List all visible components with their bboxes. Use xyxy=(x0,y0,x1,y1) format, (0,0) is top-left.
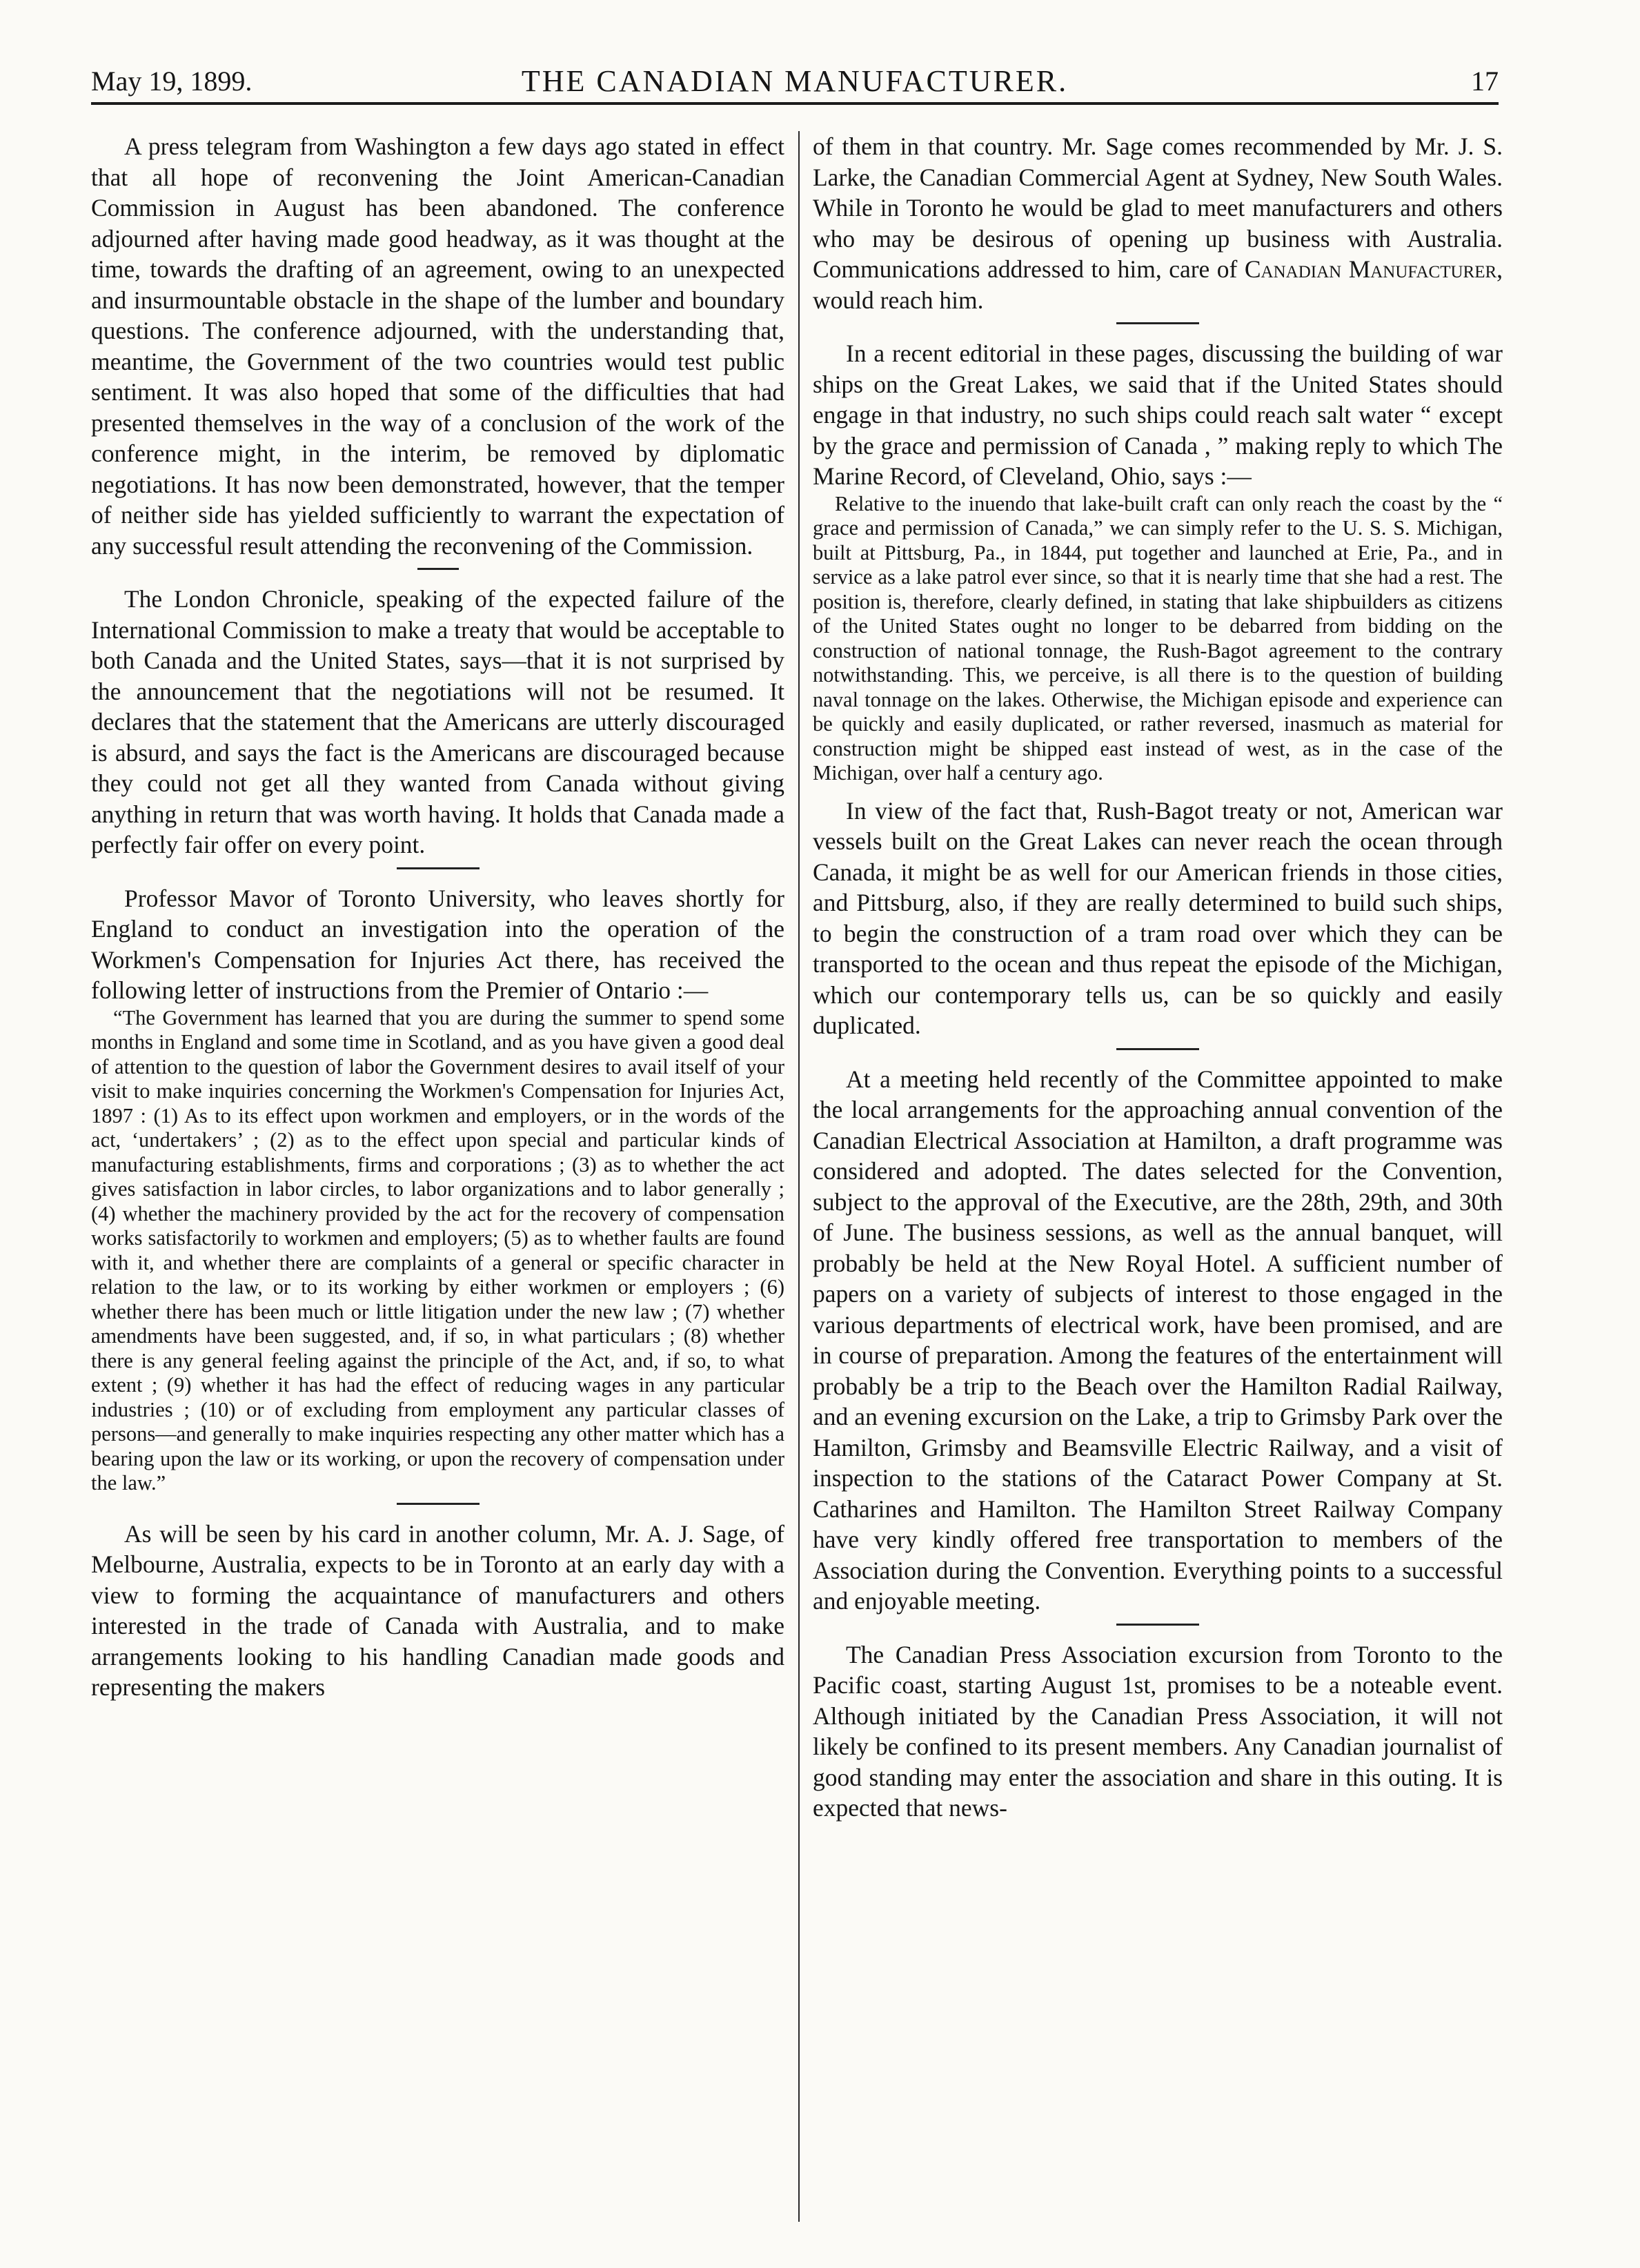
sage-text-start: of them in that country. Mr. Sage comes recommended by Mr. J. S. Larke, the Canadian Commercial Agent at Sydney, New South Wales. While in Toronto he would be glad to meet manufacturers and others who may be desirous of opening up business with Australia. Communications addressed to him, care of xyxy=(813,132,1503,283)
article-mr-sage-continued xyxy=(813,131,1503,315)
section-divider xyxy=(417,568,459,570)
article-mr-sage: As will be seen by his card in another column, Mr. A. J. Sage, of Melbourne, Australia, expects to be in Toronto at an early day with a view to forming the acquaintance of manufacturers and others interested in the trade of Canada with Australia, and to make arrangements looking to his handling Canadian made goods and representing the makers xyxy=(91,1519,784,1701)
page-number: 17 xyxy=(1471,66,1499,97)
article-war-ships: In a recent editorial in these pages, discussing the building of war ships on the Great Lakes, we said that if the United States should engage in that industry, no such ships could reach salt water “ except by the grace and permission of Canada , ” making reply to which The Marine Record, of Cleveland, Ohio, says :— xyxy=(813,339,1503,490)
left-column xyxy=(91,131,784,2242)
column-divider xyxy=(798,131,800,2222)
quote-text: “The Government has learned that you are during the summer to spend some months in England and some time in Scotland, and as you have given a good deal of attention to the question of labor the Government desires to avail itself of your visit to make inquiries concerning the Workmen's Compensation for Injuries Act, 1897 : (1) As to its effect upon workmen and employers, or in the words of the act, ‘undertakers’ ; (2) as to the effect upon special and particular kinds of manufacturing establishments, firms and corporations ; (3) as to whether the act gives satisfaction in labor circles, to labor organizations and to labor generally ; (4) whether the machinery provided by the act for the recovery of compensation works satisfactorily to workmen and employers; (5) as to whether faults are found with it, and whether there are complaints of a general or specific character in relation to the law, or to its working by either workmen or employers ; (6) whether there has been much or little litigation under the new law ; (7) whether amendments have been suggested, and, if so, in what particulars ; (8) whether there is any general feeling against the principle of the Act, and, if so, to what extent ; (9) whether it has had the effect of reducing wages in any particular industries ; (10) or of excluding from employment any particular classes of persons—and generally to make inquiries respecting any other matter which has a bearing upon the law or its working, or upon the recovery of compensation under the law.” xyxy=(91,1005,784,1495)
issue-date: May 19, 1899. xyxy=(91,66,253,97)
section-divider xyxy=(1116,1624,1199,1626)
article-rush-bagot: In view of the fact that, Rush-Bagot treaty or not, American war vessels built on the Great Lakes can never reach the ocean through Canada, it might be as well for our American friends in those cities, and Pittsburg, also, if they are really determined to build such ships, to begin the construction of a tram road over which they can be transported to the ocean and thus repeat the episode of the Michigan, which our contemporary tells us, can be so quickly and easily duplicated. xyxy=(813,796,1503,1039)
article-press-association: The Canadian Press Association excursion from Toronto to the Pacific coast, starting August 1st, promises to be a noteable event. Although initiated by the Canadian Press Association, it will not likely be confined to its present members. Any Canadian journalist of good standing may enter the association and share in this outing. It is expected that news- xyxy=(813,1640,1503,1822)
section-divider xyxy=(397,867,480,869)
section-divider xyxy=(1116,322,1199,324)
article-electrical-association: At a meeting held recently of the Committee appointed to make the local arrangements for the approaching annual convention of the Canadian Electrical Association at Hamilton, a draft programme was considered and adopted. The dates selected for the Convention, subject to the approval of the Executive, are the 28th, 29th, and 30th of June. The business sessions, as well as the annual banquet, will probably be held at the New Royal Hotel. A sufficient number of papers on a variety of subjects of interest to those engaged in the various departments of electrical work, have been promised, and are in course of preparation. Among the features of the entertainment will probably be a trip to the Beach over the Hamilton Radial Railway, and an evening excursion on the Lake, a trip to Grimsby Park over the Hamilton, Grimsby and Beamsville Electric Railway, and a visit of inspection to the stations of the Cataract Power Company at St. Catharines and Hamilton. The Hamilton Street Railway Company have very kindly offered free transportation to members of the Association during the Convention. Everything points to a successful and enjoyable meeting. xyxy=(813,1065,1503,1615)
publication-title: THE CANADIAN MANUFACTURER. xyxy=(521,64,1069,98)
page-header xyxy=(91,59,1499,105)
publication-name-smallcaps: Canadian Manufacturer, xyxy=(1244,255,1503,283)
premier-letter-quote xyxy=(91,1006,784,1496)
quote-text: Relative to the inuendo that lake-built craft can only reach the coast by the “ grace and permission of Canada,” we can simply refer to the U. S. S. Michigan, built at Pittsburg, Pa., in 1844, put together and launched at Erie, Pa., and in service as a lake patrol ever since, so that it is nearly time that she had a rest. The position is, therefore, clearly defined, in stating that lake shipbuilders as citizens of the United States ought no longer to be debarred from bidding on the construction of national tonnage, the Rush-Bagot agreement to the contrary notwithstanding. This, we perceive, is all there is to the question of building naval tonnage on the lakes. Otherwise, the Michigan episode and experience can be quickly and easily duplicated, or rather reversed, inasmuch as material for construction might be shipped east instead of west, as in the case of the Michigan, over half a century ago. xyxy=(813,491,1503,785)
article-commission-telegram: A press telegram from Washington a few days ago stated in effect that all hope of reconvening the Joint American-Canadian Commission in August has been abandoned. The conference adjourned after having made good headway, as it was thought at the time, towards the drafting of an agreement, owing to an unexpected and insurmountable obstacle in the shape of the lumber and boundary questions. The conference adjourned, with the understanding that, meantime, the Government of the two countries would test public sentiment. It was also hoped that some of the difficulties that had presented themselves in the way of a conclusion of the work of the conference might, in the interim, be removed by diplomatic negotiations. It has now been demonstrated, however, that the temper of neither side has yielded sufficiently to warrant the expectation of any successful result attending the reconvening of the Commission. xyxy=(91,132,784,560)
section-divider xyxy=(397,1503,480,1505)
right-column xyxy=(813,131,1503,2242)
marine-record-quote xyxy=(813,492,1503,786)
article-professor-mavor: Professor Mavor of Toronto University, who leaves shortly for England to conduct an investigation into the operation of the Workmen's Compensation for Injuries Act there, has received the following letter of instructions from the Premier of Ontario :— xyxy=(91,884,784,1004)
section-divider xyxy=(1116,1048,1199,1050)
article-london-chronicle: The London Chronicle, speaking of the expected failure of the International Commission to make a treaty that would be acceptable to both Canada and the United States, says—that it is not surprised by the announcement that the negotiations will not be resumed. It declares that the statement that the Americans are utterly discouraged is absurd, and says the fact is the Americans are discouraged because they could not get all they wanted from Canada without giving anything in return that was worth having. It holds that Canada made a perfectly fair offer on every point. xyxy=(91,585,784,858)
sage-text-end: would reach him. xyxy=(813,286,984,314)
